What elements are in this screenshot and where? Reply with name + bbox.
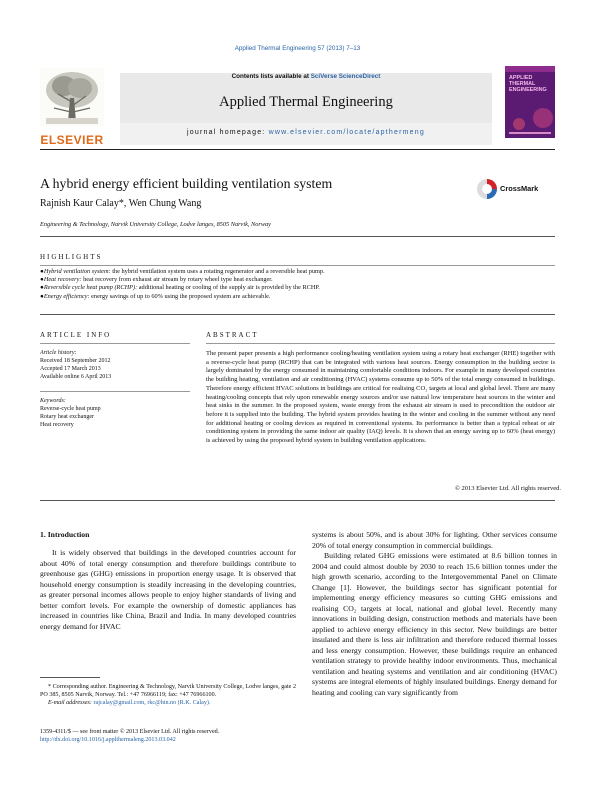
crossmark-label: CrossMark [500, 184, 539, 193]
footnote-email [40, 699, 296, 707]
homepage-prefix: journal homepage: [187, 129, 269, 136]
article-affiliation: Engineering & Technology, Narvik University College, Lodve langes, 8505 Narvik, Norway [40, 221, 271, 228]
issn-line: 1359-4311/$ — see front matter © 2013 Elsevier Ltd. All rights reserved. [40, 729, 220, 735]
contents-line [120, 73, 492, 80]
article-history [40, 349, 190, 381]
intro-right-p1: systems is about 50%, and is about 30% for lighting. Other services consume 20% of total energy consumption in commercial buildings. [312, 530, 557, 550]
journal-title[interactable]: Applied Thermal Engineering [219, 94, 393, 110]
keywords [40, 397, 190, 429]
section-heading-introduction: 1. Introduction [40, 530, 90, 539]
intro-right-p2: Building related GHG emissions were estimated at 8.6 billion tonnes in 2004 and could almost double by 2030 to reach 15.6 billion tonnes under the high growth scenario, according to the Intergovernmental Panel on Climate Change [1]. However, the buildings sector has significant potential for implementing energy efficiency measures so cutting GHG emissions and realising CO₂ targets at local, national and global level. Recently many innovations in building design, construction methods and materials have been applied to achieve energy efficiency in this sector. New buildings are better insulated and there is less air infiltration and therefore reduced thermal losses and less energy consumption. However, these buildings require an enhanced ventilation strategy to provide healthy indoor environments. Thus, mechanical ventilation and heating systems and ventilation and air conditioning (HVAC) systems are integral elements of highly insulated buildings. Energy demand for heating and cooling can vary significantly from [312, 551, 557, 697]
highlight-item: ●Reversible cycle heat pump (RCHP): additional heating or cooling of the supply air is provided by the RCHP. [40, 284, 320, 292]
intro-p1: It is widely observed that buildings in the developed countries account for about 40% of total energy consumption and therefore buildings contribute to greenhouse gas (GHG) emissions in proportion energy usage. It is observed that household energy consumption is steadily increasing in the developing countries, as greater personal incomes allows people to enjoy higher standards of living and better comfort levels. For example the ownership of domestic appliances has increased in countries like China, Brazil and India. In many developed countries energy demand for HVAC [40, 548, 296, 631]
article-info-rule [40, 343, 190, 344]
elsevier-tree-icon [40, 68, 104, 126]
journal-reference[interactable]: Applied Thermal Engineering 57 (2013) 7–13 [234, 45, 361, 52]
highlights-heading: HIGHLIGHTS [40, 253, 103, 261]
crossmark-icon [476, 178, 498, 200]
history-accepted: Accepted 17 March 2013 [40, 366, 101, 372]
contents-prefix: Contents lists available at [231, 73, 311, 80]
highlight-term: Hybrid ventilation system: [43, 268, 111, 275]
title-rule [40, 236, 555, 237]
footnote [40, 683, 296, 707]
abstract-text: The present paper presents a high performance cooling/heating ventilation system using a rotary heat exchanger (RHE) together with a reverse-cycle heat pump (RCHP) that can be integrated with various heat sources. Energy consumption in the building sector is largely dominated by the energy consumed in maintaining comfortable conditions indoors. For example in many developed countries the building heating, ventilation and air conditioning (HVAC) systems consume up to 50% of the total energy consumed in buildings. Therefore energy efficient HVAC solutions in buildings are critical for realising CO₂ targets at local and global level. There are many heating/cooling concepts that rely upon renewable energy sources and/or use natural low temperature heat sources in the winter and heat sinks in the summer. In the proposed system, waste energy from the exhaust air stream is used to precondition the outdoor air before it is supplied into the building. The hybrid system provides heating in the winter and cooling in the summer without any need for additional heating or cooling devices as required in conventional systems. Its performance is better than a typical reheat or air conditioning system in providing the same indoor air quality (IAQ) levels. It is shown that an energy saving up to 60% (heat energy) is achieved by using the proposed hybrid system in building ventilation applications. [206, 350, 555, 445]
highlight-text: additional heating or cooling of the supply air is provided by the RCHP. [137, 284, 320, 292]
intro-right-column [312, 530, 557, 698]
history-online: Available online 6 April 2013 [40, 374, 112, 380]
elsevier-logo[interactable] [40, 68, 104, 147]
footnote-rule [40, 677, 100, 678]
article-info-heading: ARTICLE INFO [40, 331, 112, 339]
highlight-item: ●Hybrid ventilation system: the hybrid ventilation system uses a rotating regenerator and a reversible heat pump. [40, 268, 325, 275]
highlight-text: heat recovery from exhaust air stream by rotary wheel type heat exchanger. [81, 276, 273, 284]
keywords-rule [40, 391, 190, 392]
highlight-text: the hybrid ventilation system uses a rotating regenerator and a reversible heat pump. [110, 268, 325, 275]
abstract-bottom-rule [40, 500, 555, 501]
elsevier-wordmark: ELSEVIER [40, 133, 104, 147]
keyword-item: Rotary heat exchanger [40, 414, 94, 420]
article-footer [40, 728, 340, 744]
highlight-term: Reversible cycle heat pump (RCHP): [43, 284, 138, 292]
highlights-list [40, 268, 555, 301]
highlight-item: ●Heat recovery: heat recovery from exhaust air stream by rotary wheel type heat exchanger. [40, 276, 273, 284]
abstract-rule [206, 343, 555, 344]
sciencedirect-link[interactable]: SciVerse ScienceDirect [310, 73, 381, 80]
keyword-item: Heat recovery [40, 422, 74, 428]
highlights-bottom-rule [40, 314, 555, 315]
abstract-heading: ABSTRACT [206, 331, 259, 339]
highlight-term: Energy efficiency: [43, 292, 90, 300]
email-links[interactable]: rajcalay@gmail.com, rkc@hin.no (R.K. Calay). [93, 700, 211, 707]
email-label: E-mail addresses: [48, 700, 92, 707]
masthead-rule [40, 149, 555, 150]
history-received: Received 18 September 2012 [40, 358, 111, 364]
journal-cover[interactable] [505, 66, 555, 138]
history-label: Article history: [40, 350, 77, 356]
article-title: A hybrid energy efficient building ventilation system [40, 176, 333, 191]
footnote-corresponding: * Corresponding author. Engineering & Technology, Narvik University College, Lodve langes, gate 2 PO 385, 8505 Narvik, Norway. Tel.: +47 76966119; fax: +47 76966100. [40, 684, 296, 699]
highlight-term: Heat recovery: [43, 276, 82, 284]
highlight-item: ●Energy efficiency: energy savings of up to 60% using the proposed system are achievable. [40, 292, 271, 300]
homepage-line [120, 129, 492, 136]
article-authors: Rajnish Kaur Calay*, Wen Chung Wang [40, 198, 202, 209]
intro-paragraph-left [40, 548, 296, 632]
highlight-text: energy savings of up to 60% using the proposed system are achievable. [89, 292, 271, 300]
doi-link[interactable]: http://dx.doi.org/10.1016/j.applthermaleng.2013.03.042 [40, 737, 176, 744]
highlights-rule [40, 265, 555, 266]
abstract-copyright: © 2013 Elsevier Ltd. All rights reserved. [454, 485, 561, 492]
cover-title: APPLIED THERMAL ENGINEERING [509, 75, 547, 94]
homepage-link[interactable]: www.elsevier.com/locate/apthermeng [268, 129, 425, 136]
keywords-label: Keywords: [40, 398, 66, 404]
keyword-item: Reverse-cycle heat pump [40, 406, 101, 412]
